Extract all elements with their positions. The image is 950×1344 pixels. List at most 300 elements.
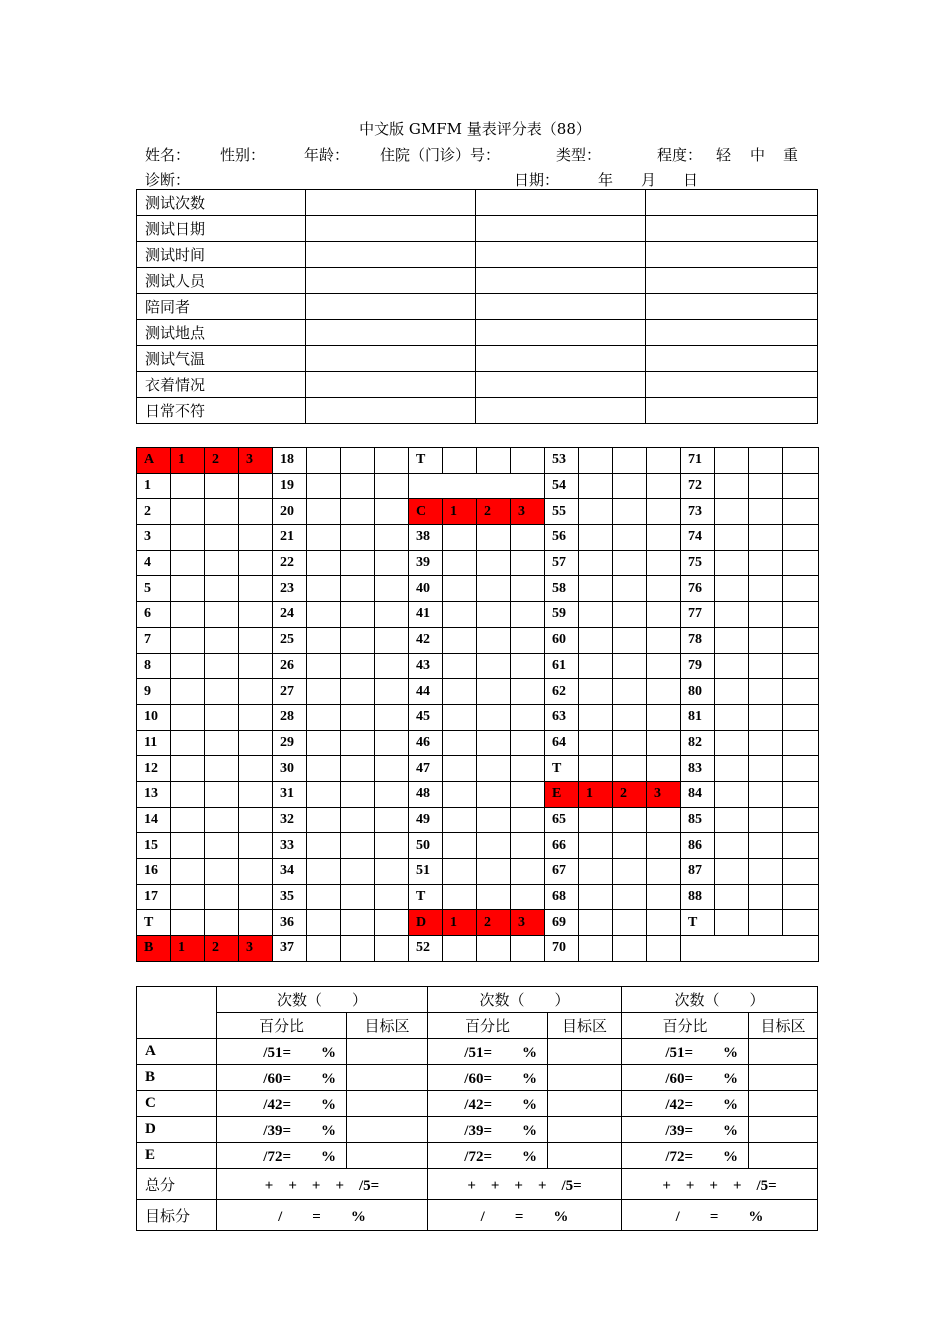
score-cell[interactable] bbox=[749, 602, 783, 628]
score-cell[interactable] bbox=[477, 884, 511, 910]
info-value-cell[interactable] bbox=[476, 294, 646, 320]
score-cell[interactable] bbox=[783, 704, 819, 730]
score-cell[interactable] bbox=[375, 884, 409, 910]
score-cell[interactable] bbox=[443, 833, 477, 859]
score-cell[interactable] bbox=[443, 653, 477, 679]
score-cell[interactable] bbox=[443, 576, 477, 602]
score-cell[interactable] bbox=[783, 884, 819, 910]
target-cell[interactable] bbox=[749, 1065, 818, 1091]
score-cell[interactable] bbox=[749, 679, 783, 705]
score-cell[interactable] bbox=[749, 781, 783, 807]
score-cell[interactable] bbox=[579, 936, 613, 962]
score-cell[interactable] bbox=[715, 730, 749, 756]
score-cell[interactable] bbox=[783, 781, 819, 807]
info-value-cell[interactable] bbox=[476, 242, 646, 268]
score-cell[interactable] bbox=[749, 627, 783, 653]
target-cell[interactable] bbox=[548, 1091, 622, 1117]
score-cell[interactable] bbox=[511, 936, 545, 962]
score-cell[interactable] bbox=[239, 884, 273, 910]
info-value-cell[interactable] bbox=[476, 398, 646, 424]
score-cell[interactable] bbox=[511, 833, 545, 859]
score-cell[interactable] bbox=[171, 704, 205, 730]
score-cell[interactable] bbox=[613, 679, 647, 705]
score-cell[interactable] bbox=[511, 627, 545, 653]
score-cell[interactable] bbox=[477, 602, 511, 628]
score-cell[interactable] bbox=[307, 448, 341, 474]
score-cell[interactable] bbox=[239, 550, 273, 576]
info-value-cell[interactable] bbox=[306, 216, 476, 242]
score-cell[interactable] bbox=[579, 807, 613, 833]
score-cell[interactable] bbox=[341, 910, 375, 936]
score-cell[interactable] bbox=[511, 550, 545, 576]
score-cell[interactable] bbox=[239, 473, 273, 499]
score-cell[interactable] bbox=[647, 756, 681, 782]
score-cell[interactable] bbox=[647, 910, 681, 936]
score-cell[interactable] bbox=[613, 627, 647, 653]
score-cell[interactable] bbox=[715, 550, 749, 576]
score-cell[interactable] bbox=[715, 833, 749, 859]
score-cell[interactable] bbox=[307, 525, 341, 551]
score-cell[interactable] bbox=[375, 704, 409, 730]
info-value-cell[interactable] bbox=[646, 242, 818, 268]
info-value-cell[interactable] bbox=[306, 398, 476, 424]
score-cell[interactable] bbox=[205, 781, 239, 807]
score-cell[interactable] bbox=[205, 576, 239, 602]
score-cell[interactable] bbox=[511, 884, 545, 910]
score-cell[interactable] bbox=[749, 730, 783, 756]
score-cell[interactable] bbox=[477, 936, 511, 962]
score-cell[interactable] bbox=[783, 833, 819, 859]
score-cell[interactable] bbox=[477, 627, 511, 653]
score-cell[interactable] bbox=[477, 833, 511, 859]
score-cell[interactable] bbox=[613, 756, 647, 782]
target-cell[interactable] bbox=[548, 1065, 622, 1091]
score-cell[interactable] bbox=[783, 473, 819, 499]
score-cell[interactable] bbox=[307, 936, 341, 962]
target-cell[interactable] bbox=[347, 1065, 428, 1091]
score-cell[interactable] bbox=[613, 704, 647, 730]
score-cell[interactable] bbox=[613, 576, 647, 602]
score-cell[interactable] bbox=[205, 910, 239, 936]
score-cell[interactable] bbox=[749, 550, 783, 576]
score-cell[interactable] bbox=[579, 550, 613, 576]
score-cell[interactable] bbox=[239, 602, 273, 628]
score-cell[interactable] bbox=[307, 499, 341, 525]
score-cell[interactable] bbox=[647, 730, 681, 756]
score-cell[interactable] bbox=[375, 936, 409, 962]
score-cell[interactable] bbox=[375, 602, 409, 628]
score-cell[interactable] bbox=[783, 653, 819, 679]
score-cell[interactable] bbox=[783, 550, 819, 576]
score-cell[interactable] bbox=[307, 627, 341, 653]
score-cell[interactable] bbox=[477, 781, 511, 807]
score-cell[interactable] bbox=[171, 807, 205, 833]
score-cell[interactable] bbox=[307, 602, 341, 628]
score-cell[interactable] bbox=[749, 576, 783, 602]
score-cell[interactable] bbox=[715, 576, 749, 602]
info-value-cell[interactable] bbox=[646, 190, 818, 216]
score-cell[interactable] bbox=[171, 833, 205, 859]
score-cell[interactable] bbox=[783, 602, 819, 628]
score-cell[interactable] bbox=[579, 653, 613, 679]
score-cell[interactable] bbox=[341, 448, 375, 474]
score-cell[interactable] bbox=[375, 833, 409, 859]
score-cell[interactable] bbox=[613, 550, 647, 576]
score-cell[interactable] bbox=[341, 756, 375, 782]
score-cell[interactable] bbox=[783, 499, 819, 525]
score-cell[interactable] bbox=[511, 679, 545, 705]
score-cell[interactable] bbox=[375, 627, 409, 653]
score-cell[interactable] bbox=[647, 525, 681, 551]
score-cell[interactable] bbox=[715, 627, 749, 653]
score-cell[interactable] bbox=[647, 679, 681, 705]
score-cell[interactable] bbox=[579, 679, 613, 705]
score-cell[interactable] bbox=[783, 525, 819, 551]
score-cell[interactable] bbox=[239, 679, 273, 705]
score-cell[interactable] bbox=[749, 833, 783, 859]
score-cell[interactable] bbox=[579, 910, 613, 936]
score-cell[interactable] bbox=[715, 756, 749, 782]
score-cell[interactable] bbox=[613, 448, 647, 474]
info-value-cell[interactable] bbox=[646, 346, 818, 372]
info-value-cell[interactable] bbox=[306, 268, 476, 294]
score-cell[interactable] bbox=[239, 910, 273, 936]
score-cell[interactable] bbox=[307, 679, 341, 705]
score-cell[interactable] bbox=[511, 859, 545, 885]
score-cell[interactable] bbox=[443, 884, 477, 910]
score-cell[interactable] bbox=[307, 576, 341, 602]
score-cell[interactable] bbox=[205, 473, 239, 499]
score-cell[interactable] bbox=[341, 807, 375, 833]
score-cell[interactable] bbox=[477, 679, 511, 705]
score-cell[interactable] bbox=[239, 833, 273, 859]
score-cell[interactable] bbox=[307, 833, 341, 859]
score-cell[interactable] bbox=[511, 525, 545, 551]
score-cell[interactable] bbox=[375, 910, 409, 936]
score-cell[interactable] bbox=[443, 679, 477, 705]
score-cell[interactable] bbox=[375, 473, 409, 499]
score-cell[interactable] bbox=[443, 936, 477, 962]
score-cell[interactable] bbox=[477, 576, 511, 602]
score-cell[interactable] bbox=[341, 936, 375, 962]
info-value-cell[interactable] bbox=[646, 398, 818, 424]
score-cell[interactable] bbox=[205, 730, 239, 756]
score-cell[interactable] bbox=[613, 602, 647, 628]
score-cell[interactable] bbox=[239, 756, 273, 782]
score-cell[interactable] bbox=[307, 756, 341, 782]
score-cell[interactable] bbox=[375, 679, 409, 705]
score-cell[interactable] bbox=[715, 781, 749, 807]
score-cell[interactable] bbox=[579, 499, 613, 525]
score-cell[interactable] bbox=[715, 499, 749, 525]
info-value-cell[interactable] bbox=[646, 216, 818, 242]
score-cell[interactable] bbox=[239, 525, 273, 551]
score-cell[interactable] bbox=[205, 602, 239, 628]
score-cell[interactable] bbox=[511, 781, 545, 807]
score-cell[interactable] bbox=[239, 807, 273, 833]
score-cell[interactable] bbox=[783, 859, 819, 885]
score-cell[interactable] bbox=[171, 653, 205, 679]
score-cell[interactable] bbox=[579, 756, 613, 782]
score-cell[interactable] bbox=[307, 807, 341, 833]
score-cell[interactable] bbox=[647, 704, 681, 730]
score-cell[interactable] bbox=[715, 884, 749, 910]
score-cell[interactable] bbox=[647, 550, 681, 576]
score-cell[interactable] bbox=[205, 704, 239, 730]
score-cell[interactable] bbox=[715, 602, 749, 628]
score-cell[interactable] bbox=[239, 653, 273, 679]
score-cell[interactable] bbox=[171, 602, 205, 628]
score-cell[interactable] bbox=[171, 627, 205, 653]
score-cell[interactable] bbox=[579, 884, 613, 910]
score-cell[interactable] bbox=[783, 730, 819, 756]
info-value-cell[interactable] bbox=[476, 320, 646, 346]
score-cell[interactable] bbox=[341, 859, 375, 885]
score-cell[interactable] bbox=[443, 756, 477, 782]
score-cell[interactable] bbox=[171, 910, 205, 936]
score-cell[interactable] bbox=[375, 525, 409, 551]
score-cell[interactable] bbox=[205, 550, 239, 576]
score-cell[interactable] bbox=[749, 525, 783, 551]
info-value-cell[interactable] bbox=[476, 346, 646, 372]
score-cell[interactable] bbox=[239, 576, 273, 602]
score-cell[interactable] bbox=[477, 550, 511, 576]
score-cell[interactable] bbox=[579, 833, 613, 859]
score-cell[interactable] bbox=[613, 525, 647, 551]
score-cell[interactable] bbox=[715, 910, 749, 936]
score-cell[interactable] bbox=[749, 910, 783, 936]
score-cell[interactable] bbox=[613, 859, 647, 885]
score-cell[interactable] bbox=[613, 653, 647, 679]
score-cell[interactable] bbox=[749, 884, 783, 910]
info-value-cell[interactable] bbox=[476, 190, 646, 216]
score-cell[interactable] bbox=[511, 602, 545, 628]
target-cell[interactable] bbox=[548, 1117, 622, 1143]
score-cell[interactable] bbox=[749, 448, 783, 474]
target-cell[interactable] bbox=[347, 1039, 428, 1065]
score-cell[interactable] bbox=[205, 756, 239, 782]
score-cell[interactable] bbox=[171, 499, 205, 525]
score-cell[interactable] bbox=[375, 448, 409, 474]
score-cell[interactable] bbox=[613, 910, 647, 936]
score-cell[interactable] bbox=[715, 473, 749, 499]
score-cell[interactable] bbox=[375, 499, 409, 525]
info-value-cell[interactable] bbox=[476, 372, 646, 398]
score-cell[interactable] bbox=[205, 499, 239, 525]
score-cell[interactable] bbox=[613, 499, 647, 525]
score-cell[interactable] bbox=[749, 653, 783, 679]
score-cell[interactable] bbox=[171, 884, 205, 910]
score-cell[interactable] bbox=[511, 448, 545, 474]
score-cell[interactable] bbox=[613, 833, 647, 859]
score-cell[interactable] bbox=[341, 679, 375, 705]
info-value-cell[interactable] bbox=[306, 320, 476, 346]
target-cell[interactable] bbox=[749, 1117, 818, 1143]
score-cell[interactable] bbox=[171, 730, 205, 756]
target-cell[interactable] bbox=[749, 1039, 818, 1065]
score-cell[interactable] bbox=[579, 704, 613, 730]
score-cell[interactable] bbox=[647, 448, 681, 474]
score-cell[interactable] bbox=[341, 550, 375, 576]
score-cell[interactable] bbox=[647, 653, 681, 679]
score-cell[interactable] bbox=[171, 756, 205, 782]
score-cell[interactable] bbox=[477, 807, 511, 833]
score-cell[interactable] bbox=[749, 859, 783, 885]
info-value-cell[interactable] bbox=[476, 216, 646, 242]
score-cell[interactable] bbox=[307, 473, 341, 499]
score-cell[interactable] bbox=[341, 602, 375, 628]
score-cell[interactable] bbox=[749, 499, 783, 525]
score-cell[interactable] bbox=[749, 807, 783, 833]
score-cell[interactable] bbox=[341, 884, 375, 910]
target-cell[interactable] bbox=[749, 1143, 818, 1169]
score-cell[interactable] bbox=[783, 756, 819, 782]
score-cell[interactable] bbox=[205, 884, 239, 910]
info-value-cell[interactable] bbox=[306, 346, 476, 372]
target-cell[interactable] bbox=[749, 1091, 818, 1117]
score-cell[interactable] bbox=[783, 807, 819, 833]
score-cell[interactable] bbox=[307, 884, 341, 910]
score-cell[interactable] bbox=[783, 679, 819, 705]
score-cell[interactable] bbox=[511, 704, 545, 730]
score-cell[interactable] bbox=[443, 807, 477, 833]
score-cell[interactable] bbox=[307, 704, 341, 730]
target-cell[interactable] bbox=[548, 1039, 622, 1065]
score-cell[interactable] bbox=[647, 807, 681, 833]
score-cell[interactable] bbox=[239, 730, 273, 756]
score-cell[interactable] bbox=[579, 473, 613, 499]
info-value-cell[interactable] bbox=[306, 294, 476, 320]
score-cell[interactable] bbox=[171, 679, 205, 705]
score-cell[interactable] bbox=[205, 627, 239, 653]
score-cell[interactable] bbox=[613, 730, 647, 756]
score-cell[interactable] bbox=[613, 884, 647, 910]
score-cell[interactable] bbox=[647, 499, 681, 525]
score-cell[interactable] bbox=[375, 859, 409, 885]
score-cell[interactable] bbox=[579, 525, 613, 551]
score-cell[interactable] bbox=[579, 448, 613, 474]
info-value-cell[interactable] bbox=[646, 320, 818, 346]
score-cell[interactable] bbox=[749, 756, 783, 782]
score-cell[interactable] bbox=[579, 602, 613, 628]
score-cell[interactable] bbox=[171, 473, 205, 499]
score-cell[interactable] bbox=[307, 781, 341, 807]
score-cell[interactable] bbox=[579, 627, 613, 653]
score-cell[interactable] bbox=[647, 884, 681, 910]
score-cell[interactable] bbox=[715, 704, 749, 730]
score-cell[interactable] bbox=[205, 807, 239, 833]
score-cell[interactable] bbox=[715, 448, 749, 474]
score-cell[interactable] bbox=[239, 499, 273, 525]
score-cell[interactable] bbox=[579, 859, 613, 885]
score-cell[interactable] bbox=[647, 936, 681, 962]
score-cell[interactable] bbox=[511, 653, 545, 679]
score-cell[interactable] bbox=[783, 910, 819, 936]
target-cell[interactable] bbox=[347, 1117, 428, 1143]
info-value-cell[interactable] bbox=[646, 372, 818, 398]
score-cell[interactable] bbox=[477, 756, 511, 782]
score-cell[interactable] bbox=[783, 448, 819, 474]
score-cell[interactable] bbox=[341, 653, 375, 679]
score-cell[interactable] bbox=[443, 525, 477, 551]
score-cell[interactable] bbox=[375, 807, 409, 833]
score-cell[interactable] bbox=[477, 730, 511, 756]
score-cell[interactable] bbox=[443, 781, 477, 807]
score-cell[interactable] bbox=[341, 627, 375, 653]
score-cell[interactable] bbox=[341, 525, 375, 551]
score-cell[interactable] bbox=[443, 550, 477, 576]
score-cell[interactable] bbox=[613, 807, 647, 833]
score-cell[interactable] bbox=[613, 473, 647, 499]
score-cell[interactable] bbox=[477, 448, 511, 474]
score-cell[interactable] bbox=[375, 653, 409, 679]
score-cell[interactable] bbox=[477, 525, 511, 551]
score-cell[interactable] bbox=[783, 627, 819, 653]
score-cell[interactable] bbox=[443, 602, 477, 628]
score-cell[interactable] bbox=[205, 833, 239, 859]
score-cell[interactable] bbox=[715, 679, 749, 705]
score-cell[interactable] bbox=[205, 859, 239, 885]
score-cell[interactable] bbox=[341, 730, 375, 756]
score-cell[interactable] bbox=[239, 781, 273, 807]
score-cell[interactable] bbox=[341, 833, 375, 859]
score-cell[interactable] bbox=[341, 499, 375, 525]
score-cell[interactable] bbox=[647, 833, 681, 859]
score-cell[interactable] bbox=[307, 550, 341, 576]
score-cell[interactable] bbox=[647, 602, 681, 628]
score-cell[interactable] bbox=[647, 576, 681, 602]
info-value-cell[interactable] bbox=[306, 372, 476, 398]
score-cell[interactable] bbox=[443, 627, 477, 653]
score-cell[interactable] bbox=[171, 781, 205, 807]
score-cell[interactable] bbox=[511, 807, 545, 833]
score-cell[interactable] bbox=[477, 859, 511, 885]
score-cell[interactable] bbox=[579, 576, 613, 602]
score-cell[interactable] bbox=[647, 627, 681, 653]
score-cell[interactable] bbox=[511, 756, 545, 782]
score-cell[interactable] bbox=[341, 781, 375, 807]
score-cell[interactable] bbox=[579, 730, 613, 756]
score-cell[interactable] bbox=[511, 576, 545, 602]
score-cell[interactable] bbox=[613, 936, 647, 962]
score-cell[interactable] bbox=[307, 653, 341, 679]
score-cell[interactable] bbox=[171, 550, 205, 576]
score-cell[interactable] bbox=[375, 756, 409, 782]
score-cell[interactable] bbox=[341, 576, 375, 602]
score-cell[interactable] bbox=[477, 704, 511, 730]
score-cell[interactable] bbox=[171, 576, 205, 602]
score-cell[interactable] bbox=[307, 730, 341, 756]
score-cell[interactable] bbox=[239, 704, 273, 730]
score-cell[interactable] bbox=[647, 473, 681, 499]
score-cell[interactable] bbox=[307, 859, 341, 885]
score-cell[interactable] bbox=[375, 576, 409, 602]
score-cell[interactable] bbox=[341, 704, 375, 730]
score-cell[interactable] bbox=[715, 653, 749, 679]
score-cell[interactable] bbox=[783, 576, 819, 602]
score-cell[interactable] bbox=[375, 730, 409, 756]
score-cell[interactable] bbox=[443, 448, 477, 474]
score-cell[interactable] bbox=[307, 910, 341, 936]
info-value-cell[interactable] bbox=[476, 268, 646, 294]
score-cell[interactable] bbox=[749, 704, 783, 730]
score-cell[interactable] bbox=[477, 653, 511, 679]
score-cell[interactable] bbox=[375, 550, 409, 576]
info-value-cell[interactable] bbox=[306, 242, 476, 268]
info-value-cell[interactable] bbox=[306, 190, 476, 216]
score-cell[interactable] bbox=[375, 781, 409, 807]
target-cell[interactable] bbox=[347, 1143, 428, 1169]
